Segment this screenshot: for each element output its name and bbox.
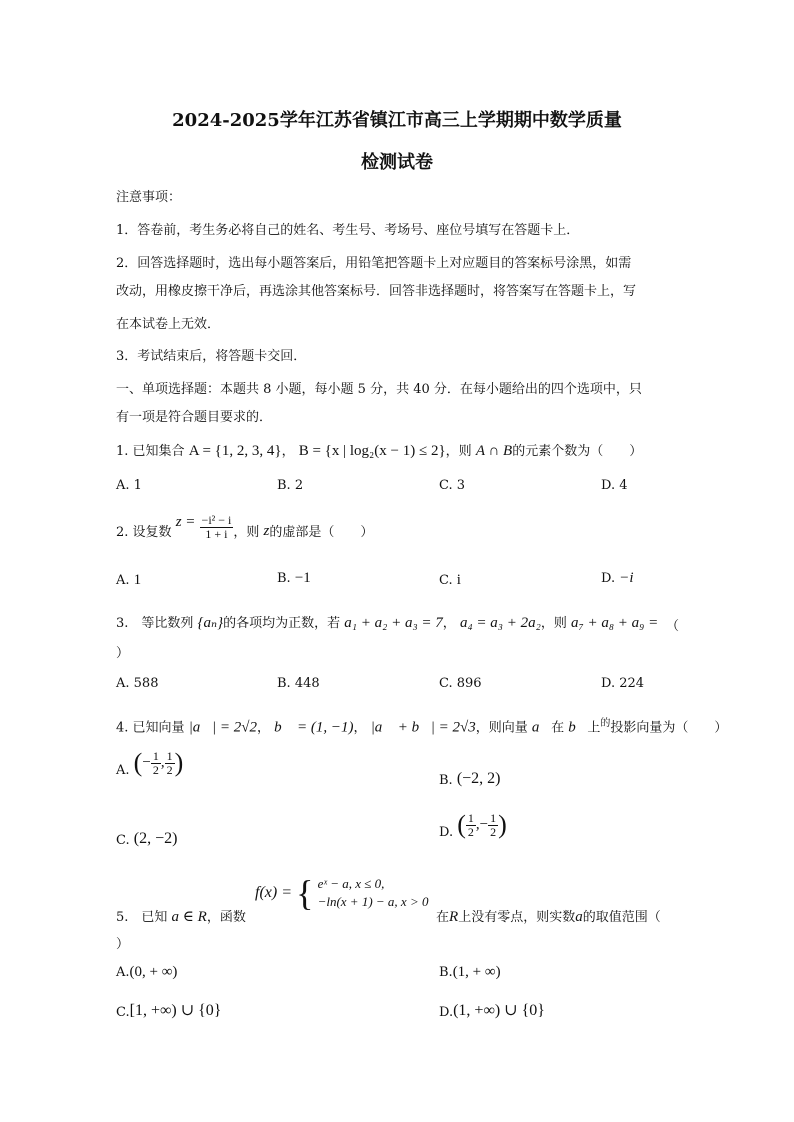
q4-option-a-rparen: ): [174, 748, 184, 777]
question-3: [116, 612, 658, 632]
q4-text-1: ，则向量: [475, 720, 528, 736]
q4-vec-a: a⃗: [531, 719, 552, 736]
q1-option-c: C. 3: [439, 478, 466, 493]
exam-title-line2: 检测试卷: [361, 152, 433, 173]
q4-text-5: 投影向量为（ ）: [610, 720, 728, 736]
q5-option-d-value: (1, +∞) ∪ {0}: [453, 1002, 545, 1019]
q4-option-a-frac-2-den: 2: [166, 762, 173, 777]
note-2-line1: 2．回答选择题时，选出每小题答案后，用铅笔把答题卡上对应题目的答案标号涂黑，如需: [116, 256, 632, 271]
q3-option-c: C. 896: [439, 676, 482, 691]
q5-option-c: [116, 1000, 221, 1020]
q1-suffix: 的元素个数为（ ）: [512, 444, 643, 459]
q4-option-b-value: (−2, 2): [456, 770, 501, 787]
q1-mid: ，则: [445, 444, 472, 459]
q4-option-c-label: C.: [116, 833, 130, 848]
note-2-line2: 改动，用橡皮擦干净后，再选涂其他答案标号．回答非选择题时，将答案写在答题卡上，写: [116, 284, 637, 299]
q4-option-a: [116, 748, 183, 778]
q1-sep: ，: [281, 444, 295, 459]
q4-vec-b: b⃗: [568, 719, 588, 736]
q4-option-a-frac-2-num: 1: [166, 748, 173, 763]
q5-option-b: [439, 964, 501, 981]
section-intro-line1: 一、单项选择题：本题共 8 小题，每小题 5 分，共 40 分．在每小题给出的四个选项中，只: [116, 382, 642, 397]
q1-intersection: A ∩ B: [475, 443, 513, 459]
q2-option-a-value: 1: [133, 572, 142, 588]
q4-option-c-value: (2, −2): [133, 830, 178, 847]
q4-option-a-label: A.: [116, 763, 130, 778]
q2-option-a: [116, 572, 141, 589]
q4-cond-3: |a⃗ + b⃗| = 2√3: [370, 719, 476, 736]
q5-cases: [318, 875, 429, 910]
q3-option-b: B. 448: [277, 676, 320, 691]
q5-prefix: 5. 已知: [116, 910, 168, 925]
q2-var: z: [263, 523, 270, 540]
section-intro-line2: 有一项是符合题目要求的．: [116, 410, 273, 425]
q3-option-d: D. 224: [601, 676, 645, 691]
notes-heading: 注意事项：: [116, 190, 182, 205]
q2-option-d: [601, 570, 634, 587]
q2-prefix: 2. 设复数: [116, 525, 172, 541]
q4-option-b-label: B.: [439, 773, 453, 788]
q5-condition: a ∈ R: [171, 909, 207, 925]
q2-suffix: 的虚部是（ ）: [269, 525, 374, 541]
q2-option-b: [277, 570, 311, 587]
q2-numerator: −i² − i: [201, 513, 232, 527]
q5-option-a-value: (0, + ∞): [129, 964, 178, 980]
q3-prefix: 3. 等比数列: [116, 616, 194, 631]
q4-option-a-lparen: (: [133, 748, 143, 777]
q5-a: a: [575, 909, 583, 925]
q4-option-a-comma: ,: [160, 754, 165, 771]
q4-option-c: [116, 830, 177, 848]
q5-option-a: [116, 964, 177, 981]
q5-fx: f(x) =: [255, 884, 292, 901]
q2-z: z =: [175, 514, 196, 530]
q2-option-d-value: −i: [619, 570, 634, 586]
q2-option-c-value: i: [456, 572, 461, 588]
question-1: [116, 440, 642, 460]
q5-text-4: 的取值范围（: [582, 910, 661, 925]
q5-brace: {: [296, 873, 314, 913]
q4-option-a-frac-2: [165, 750, 175, 776]
q4-option-d-frac-1: [466, 812, 476, 838]
q3-option-a: A. 588: [116, 676, 159, 691]
q5-option-d: [439, 1000, 545, 1020]
q1-option-a: A. 1: [116, 478, 142, 493]
q5-option-a-label: A.: [116, 965, 130, 980]
q4-option-d-lparen: (: [457, 810, 466, 839]
q3-paren-close: ）: [116, 646, 130, 661]
q3-sep: ，: [442, 616, 456, 631]
q4-option-a-frac-1-den: 2: [152, 762, 159, 777]
q2-option-a-label: A.: [116, 573, 134, 588]
q5-option-b-label: B.: [439, 965, 453, 980]
q4-cond-2: b⃗ = (1, −1): [274, 719, 354, 736]
q2-mid: ，则: [233, 525, 260, 541]
q2-option-b-value: −1: [294, 570, 311, 586]
q1-set-a: A = {1, 2, 3, 4}: [188, 443, 282, 459]
q4-option-b: [439, 770, 501, 788]
question-5: [116, 906, 246, 926]
q2-option-c-label: C.: [439, 573, 457, 588]
q1-prefix: 1. 已知集合: [116, 444, 185, 459]
q1-option-d: D. 4: [601, 478, 628, 493]
q2-fraction: [200, 514, 234, 540]
q4-text-4: 的: [600, 718, 611, 729]
q5-text-3: 上没有零点，则实数: [458, 910, 576, 925]
q4-text-2: 在: [551, 720, 565, 736]
note-3: 3．考试结束后，将答题卡交回．: [116, 349, 307, 364]
q4-text-3: 上: [587, 720, 601, 736]
q5-close-paren: ）: [116, 937, 130, 952]
q5-option-b-value: (1, + ∞): [452, 964, 501, 980]
q3-text-1: 的各项均为正数，若: [223, 616, 341, 631]
q4-option-d-comma: ,: [475, 816, 480, 833]
q2-option-c: [439, 572, 461, 589]
q4-option-a-frac-1: [151, 750, 161, 776]
q2-option-b-label: B.: [277, 571, 295, 586]
question-4: [116, 714, 727, 736]
q2-denominator: 1 + i: [205, 526, 228, 541]
q4-prefix: 4. 已知向量: [116, 720, 185, 736]
note-1: 1．答卷前，考生务必将自己的姓名、考生号、考场号、座位号填写在答题卡上．: [116, 223, 580, 238]
q5-piecewise: [255, 872, 428, 914]
q4-option-a-minus: −: [142, 754, 151, 771]
exam-title-line1: 2024-2025学年江苏省镇江市高三上学期期中数学质量: [172, 110, 622, 131]
q5-tail: [436, 906, 661, 926]
q5-text-1: ，函数: [206, 910, 246, 925]
q3-paren-open: （: [666, 619, 680, 634]
q5-case-1: eˣ − a, x ≤ 0,: [317, 876, 385, 892]
q4-option-a-frac-1-num: 1: [152, 748, 159, 763]
q5-case-2: −ln(x + 1) − a, x > 0: [317, 894, 429, 909]
q3-text-2: ，则: [540, 616, 567, 631]
question-2: [116, 514, 373, 540]
q3-eq-1: a₁ + a₂ + a₃ = 7: [344, 615, 443, 631]
q5-option-d-label: D.: [439, 1005, 454, 1020]
q3-eq-3: a₇ + a₈ + a₉ =: [571, 615, 659, 631]
q5-text-2: 在: [436, 910, 450, 925]
q4-sep-2: ，: [353, 720, 367, 736]
q4-cond-1: |a⃗| = 2√2: [188, 719, 257, 736]
q4-option-d-minus: −: [479, 816, 489, 833]
q4-option-d-frac-2-num: 1: [490, 810, 497, 825]
q5-R: R: [449, 909, 459, 925]
q4-option-d-frac-1-den: 2: [467, 824, 474, 839]
q5-option-c-value: [1, +∞) ∪ {0}: [129, 1002, 222, 1019]
q4-option-d-label: D.: [439, 825, 454, 840]
q4-sep-1: ，: [256, 720, 270, 736]
q4-option-d-frac-2-den: 2: [490, 824, 497, 839]
q1-set-b: B = {x | log₂(x − 1) ≤ 2}: [298, 443, 446, 459]
q3-sequence: {aₙ}: [197, 615, 224, 631]
q5-option-c-label: C.: [116, 1005, 130, 1020]
q4-option-d-frac-1-num: 1: [467, 810, 474, 825]
q4-option-d: [439, 810, 507, 840]
q4-option-d-rparen: ): [498, 810, 507, 839]
q4-option-d-frac-2: [488, 812, 498, 838]
q2-option-d-label: D.: [601, 571, 620, 586]
q1-option-b: B. 2: [277, 478, 304, 493]
note-2-line3: 在本试卷上无效．: [116, 317, 221, 332]
q3-eq-2: a₄ = a₃ + 2a₂: [459, 615, 541, 631]
